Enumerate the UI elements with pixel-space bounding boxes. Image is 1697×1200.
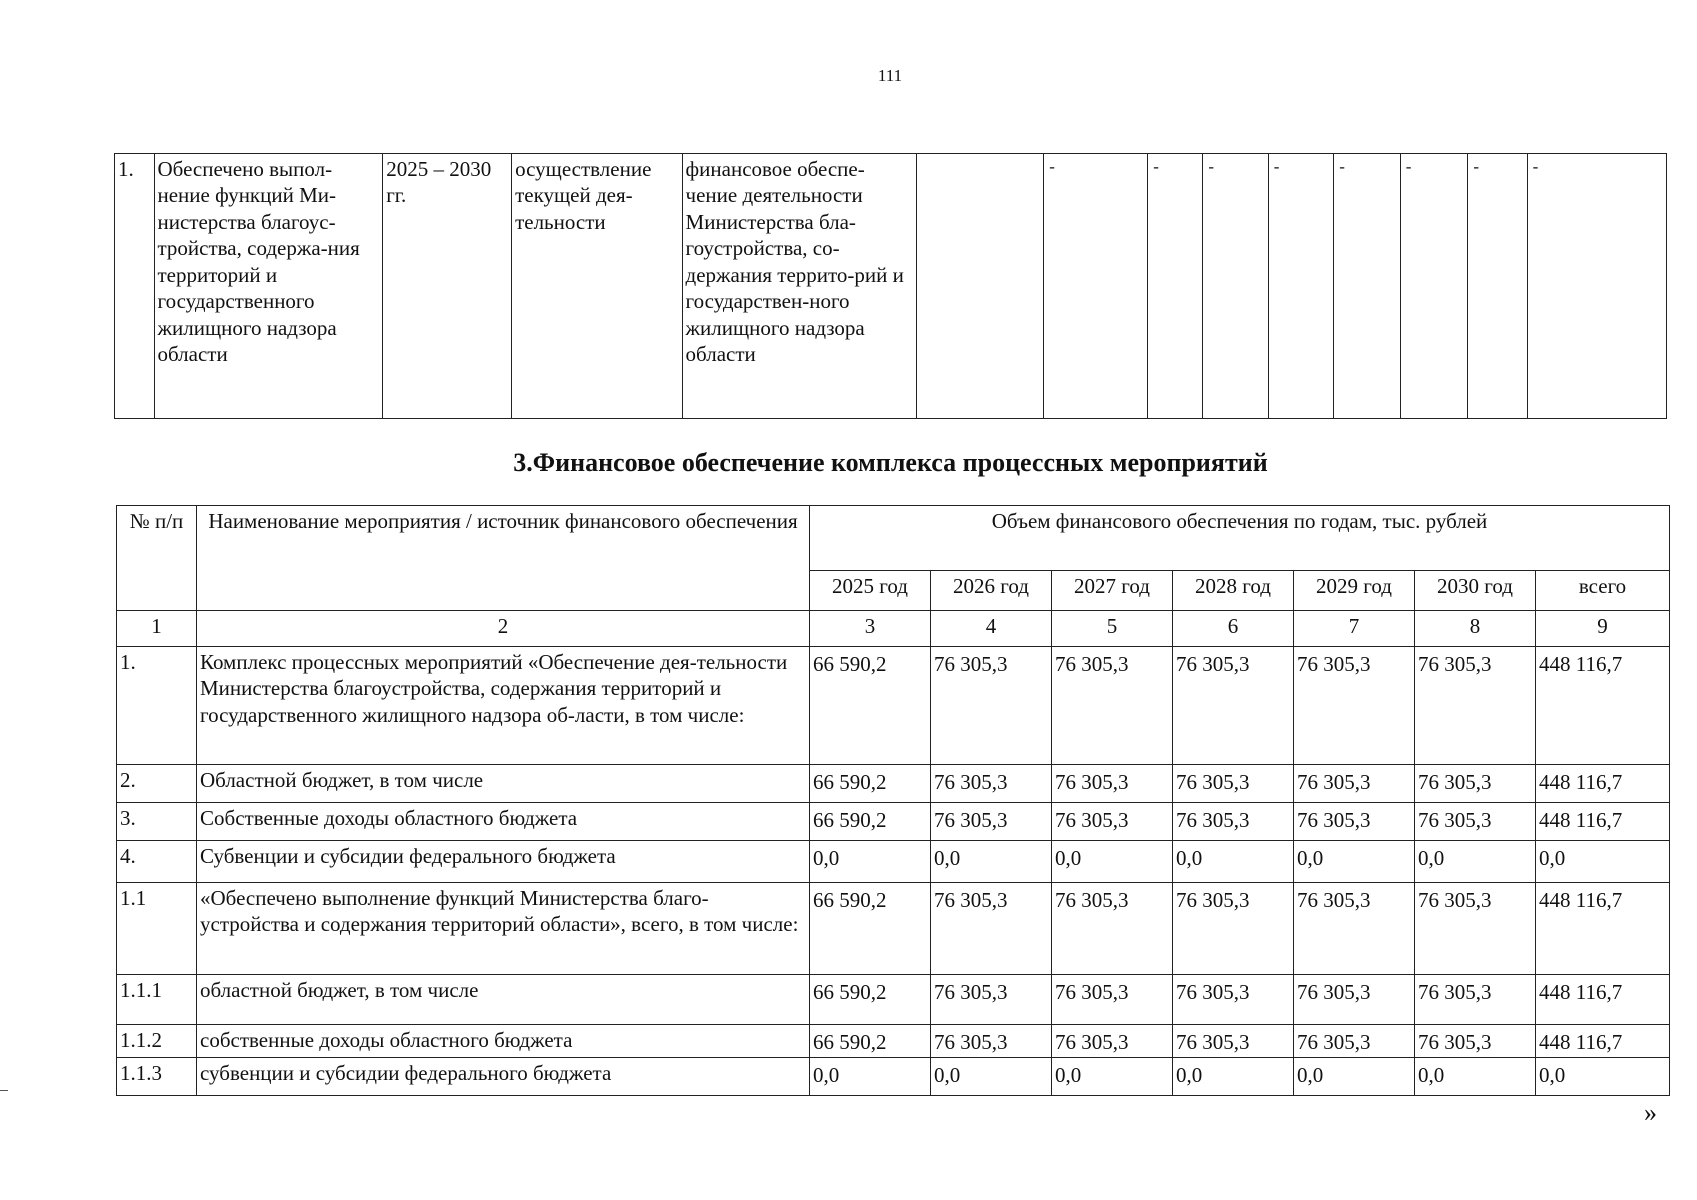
year-value: 0,0	[1415, 841, 1536, 883]
year-value: 76 305,3	[931, 765, 1052, 803]
results-table	[114, 153, 1667, 419]
year-value: 76 305,3	[1294, 975, 1415, 1025]
column-number: 5	[1052, 611, 1173, 647]
year-value: 66 590,2	[810, 803, 931, 841]
row-number: 1.1	[117, 883, 197, 975]
year-value: 76 305,3	[1173, 975, 1294, 1025]
column-number: 1	[117, 611, 197, 647]
period: 2025 – 2030 гг.	[383, 154, 512, 419]
year-value: 76 305,3	[1415, 883, 1536, 975]
column-number: 8	[1415, 611, 1536, 647]
table-row	[115, 154, 1667, 419]
header-row	[117, 506, 1670, 571]
table-row	[117, 975, 1670, 1025]
row-name: Субвенции и субсидии федерального бюджета	[197, 841, 810, 883]
table-row	[117, 647, 1670, 765]
dash-cell: -	[1400, 154, 1468, 419]
year-header: 2030 год	[1415, 571, 1536, 611]
row-number: 1.	[117, 647, 197, 765]
year-header: 2026 год	[931, 571, 1052, 611]
row-number: 1.	[115, 154, 155, 419]
column-number: 2	[197, 611, 810, 647]
year-value: 76 305,3	[1294, 647, 1415, 765]
empty-cell	[917, 154, 1044, 419]
activity-type: осуществление текущей дея-тельности	[512, 154, 682, 419]
row-name: субвенции и субсидии федерального бюджета	[197, 1058, 810, 1096]
year-value: 76 305,3	[1052, 647, 1173, 765]
year-value: 0,0	[1052, 1058, 1173, 1096]
year-value: 76 305,3	[931, 647, 1052, 765]
year-value: 76 305,3	[1415, 1025, 1536, 1058]
year-value: 66 590,2	[810, 1025, 931, 1058]
total-header: всего	[1536, 571, 1670, 611]
year-value: 0,0	[810, 1058, 931, 1096]
margin-mark	[0, 1090, 8, 1091]
row-name: областной бюджет, в том числе	[197, 975, 810, 1025]
dash-cell: -	[1468, 154, 1527, 419]
description: финансовое обеспе-чение деятельности Министерства бла-гоустройства, со-держания террито-рий и государствен-ного жилищного надзора области	[682, 154, 917, 419]
year-value: 76 305,3	[1415, 803, 1536, 841]
row-name: Областной бюджет, в том числе	[197, 765, 810, 803]
year-value: 76 305,3	[1173, 765, 1294, 803]
year-value: 66 590,2	[810, 765, 931, 803]
table-row	[117, 883, 1670, 975]
total-value: 448 116,7	[1536, 1025, 1670, 1058]
row-name: собственные доходы областного бюджета	[197, 1025, 810, 1058]
row-number: 3.	[117, 803, 197, 841]
year-value: 0,0	[1294, 1058, 1415, 1096]
section-title: 3.Финансовое обеспечение комплекса процессных мероприятий	[513, 448, 1268, 477]
total-value: 448 116,7	[1536, 765, 1670, 803]
finance-table	[116, 505, 1670, 1096]
row-name: Комплекс процессных мероприятий «Обеспечение дея-тельности Министерства благоустройства, содержания территорий и государственного жилищного надзора об-ласти, в том числе:	[197, 647, 810, 765]
year-value: 66 590,2	[810, 883, 931, 975]
year-header: 2025 год	[810, 571, 931, 611]
column-number: 4	[931, 611, 1052, 647]
total-value: 448 116,7	[1536, 803, 1670, 841]
year-value: 76 305,3	[931, 1025, 1052, 1058]
year-value: 66 590,2	[810, 647, 931, 765]
row-number: 4.	[117, 841, 197, 883]
year-value: 76 305,3	[1052, 883, 1173, 975]
dash-cell: -	[1268, 154, 1333, 419]
year-value: 76 305,3	[931, 803, 1052, 841]
year-value: 0,0	[931, 1058, 1052, 1096]
year-header: 2027 год	[1052, 571, 1173, 611]
dash-cell: -	[1203, 154, 1268, 419]
year-value: 0,0	[1052, 841, 1173, 883]
column-number: 7	[1294, 611, 1415, 647]
total-value: 448 116,7	[1536, 647, 1670, 765]
year-value: 76 305,3	[1294, 883, 1415, 975]
column-number: 3	[810, 611, 931, 647]
year-value: 76 305,3	[1294, 765, 1415, 803]
year-value: 0,0	[1294, 841, 1415, 883]
year-value: 76 305,3	[931, 975, 1052, 1025]
total-value: 448 116,7	[1536, 883, 1670, 975]
year-value: 66 590,2	[810, 975, 931, 1025]
year-value: 76 305,3	[1173, 1025, 1294, 1058]
year-value: 76 305,3	[1173, 647, 1294, 765]
closing-quote: »	[1644, 1098, 1657, 1127]
year-value: 76 305,3	[1052, 765, 1173, 803]
finance-table-body	[117, 647, 1670, 1096]
year-value: 0,0	[1415, 1058, 1536, 1096]
table-row	[117, 1025, 1670, 1058]
year-value: 76 305,3	[1173, 883, 1294, 975]
year-value: 76 305,3	[1294, 1025, 1415, 1058]
dash-cell: -	[1527, 154, 1666, 419]
year-value: 0,0	[1173, 1058, 1294, 1096]
year-value: 76 305,3	[1294, 803, 1415, 841]
year-value: 76 305,3	[1052, 975, 1173, 1025]
header-volume: Объем финансового обеспечения по годам, тыс. рублей	[810, 506, 1670, 571]
column-number: 9	[1536, 611, 1670, 647]
row-number: 2.	[117, 765, 197, 803]
total-value: 0,0	[1536, 841, 1670, 883]
year-value: 76 305,3	[1415, 765, 1536, 803]
result-name: Обеспечено выпол-нение функций Ми-нистерства благоус-тройства, содержа-ния территорий и государственного жилищного надзора области	[154, 154, 383, 419]
year-value: 76 305,3	[1415, 975, 1536, 1025]
row-name: Собственные доходы областного бюджета	[197, 803, 810, 841]
row-number: 1.1.1	[117, 975, 197, 1025]
year-value: 0,0	[931, 841, 1052, 883]
dash-cell: -	[1334, 154, 1401, 419]
column-number: 6	[1173, 611, 1294, 647]
row-number: 1.1.3	[117, 1058, 197, 1096]
total-value: 0,0	[1536, 1058, 1670, 1096]
table-row	[117, 841, 1670, 883]
year-header: 2029 год	[1294, 571, 1415, 611]
header-num: № п/п	[117, 506, 197, 611]
year-value: 76 305,3	[1052, 803, 1173, 841]
year-value: 0,0	[1173, 841, 1294, 883]
dash-cell: -	[1148, 154, 1203, 419]
year-value: 76 305,3	[1052, 1025, 1173, 1058]
year-header: 2028 год	[1173, 571, 1294, 611]
year-value: 76 305,3	[1173, 803, 1294, 841]
row-name: «Обеспечено выполнение функций Министерства благо-устройства и содержания территорий области», всего, в том числе:	[197, 883, 810, 975]
total-value: 448 116,7	[1536, 975, 1670, 1025]
column-numbers-row	[117, 611, 1670, 647]
page-number: 111	[877, 66, 903, 85]
row-number: 1.1.2	[117, 1025, 197, 1058]
year-value: 76 305,3	[1415, 647, 1536, 765]
year-value: 0,0	[810, 841, 931, 883]
dash-cell: -	[1044, 154, 1148, 419]
header-name: Наименование мероприятия / источник финансового обеспечения	[197, 506, 810, 611]
year-value: 76 305,3	[931, 883, 1052, 975]
table-row	[117, 803, 1670, 841]
table-row	[117, 765, 1670, 803]
table-row	[117, 1058, 1670, 1096]
